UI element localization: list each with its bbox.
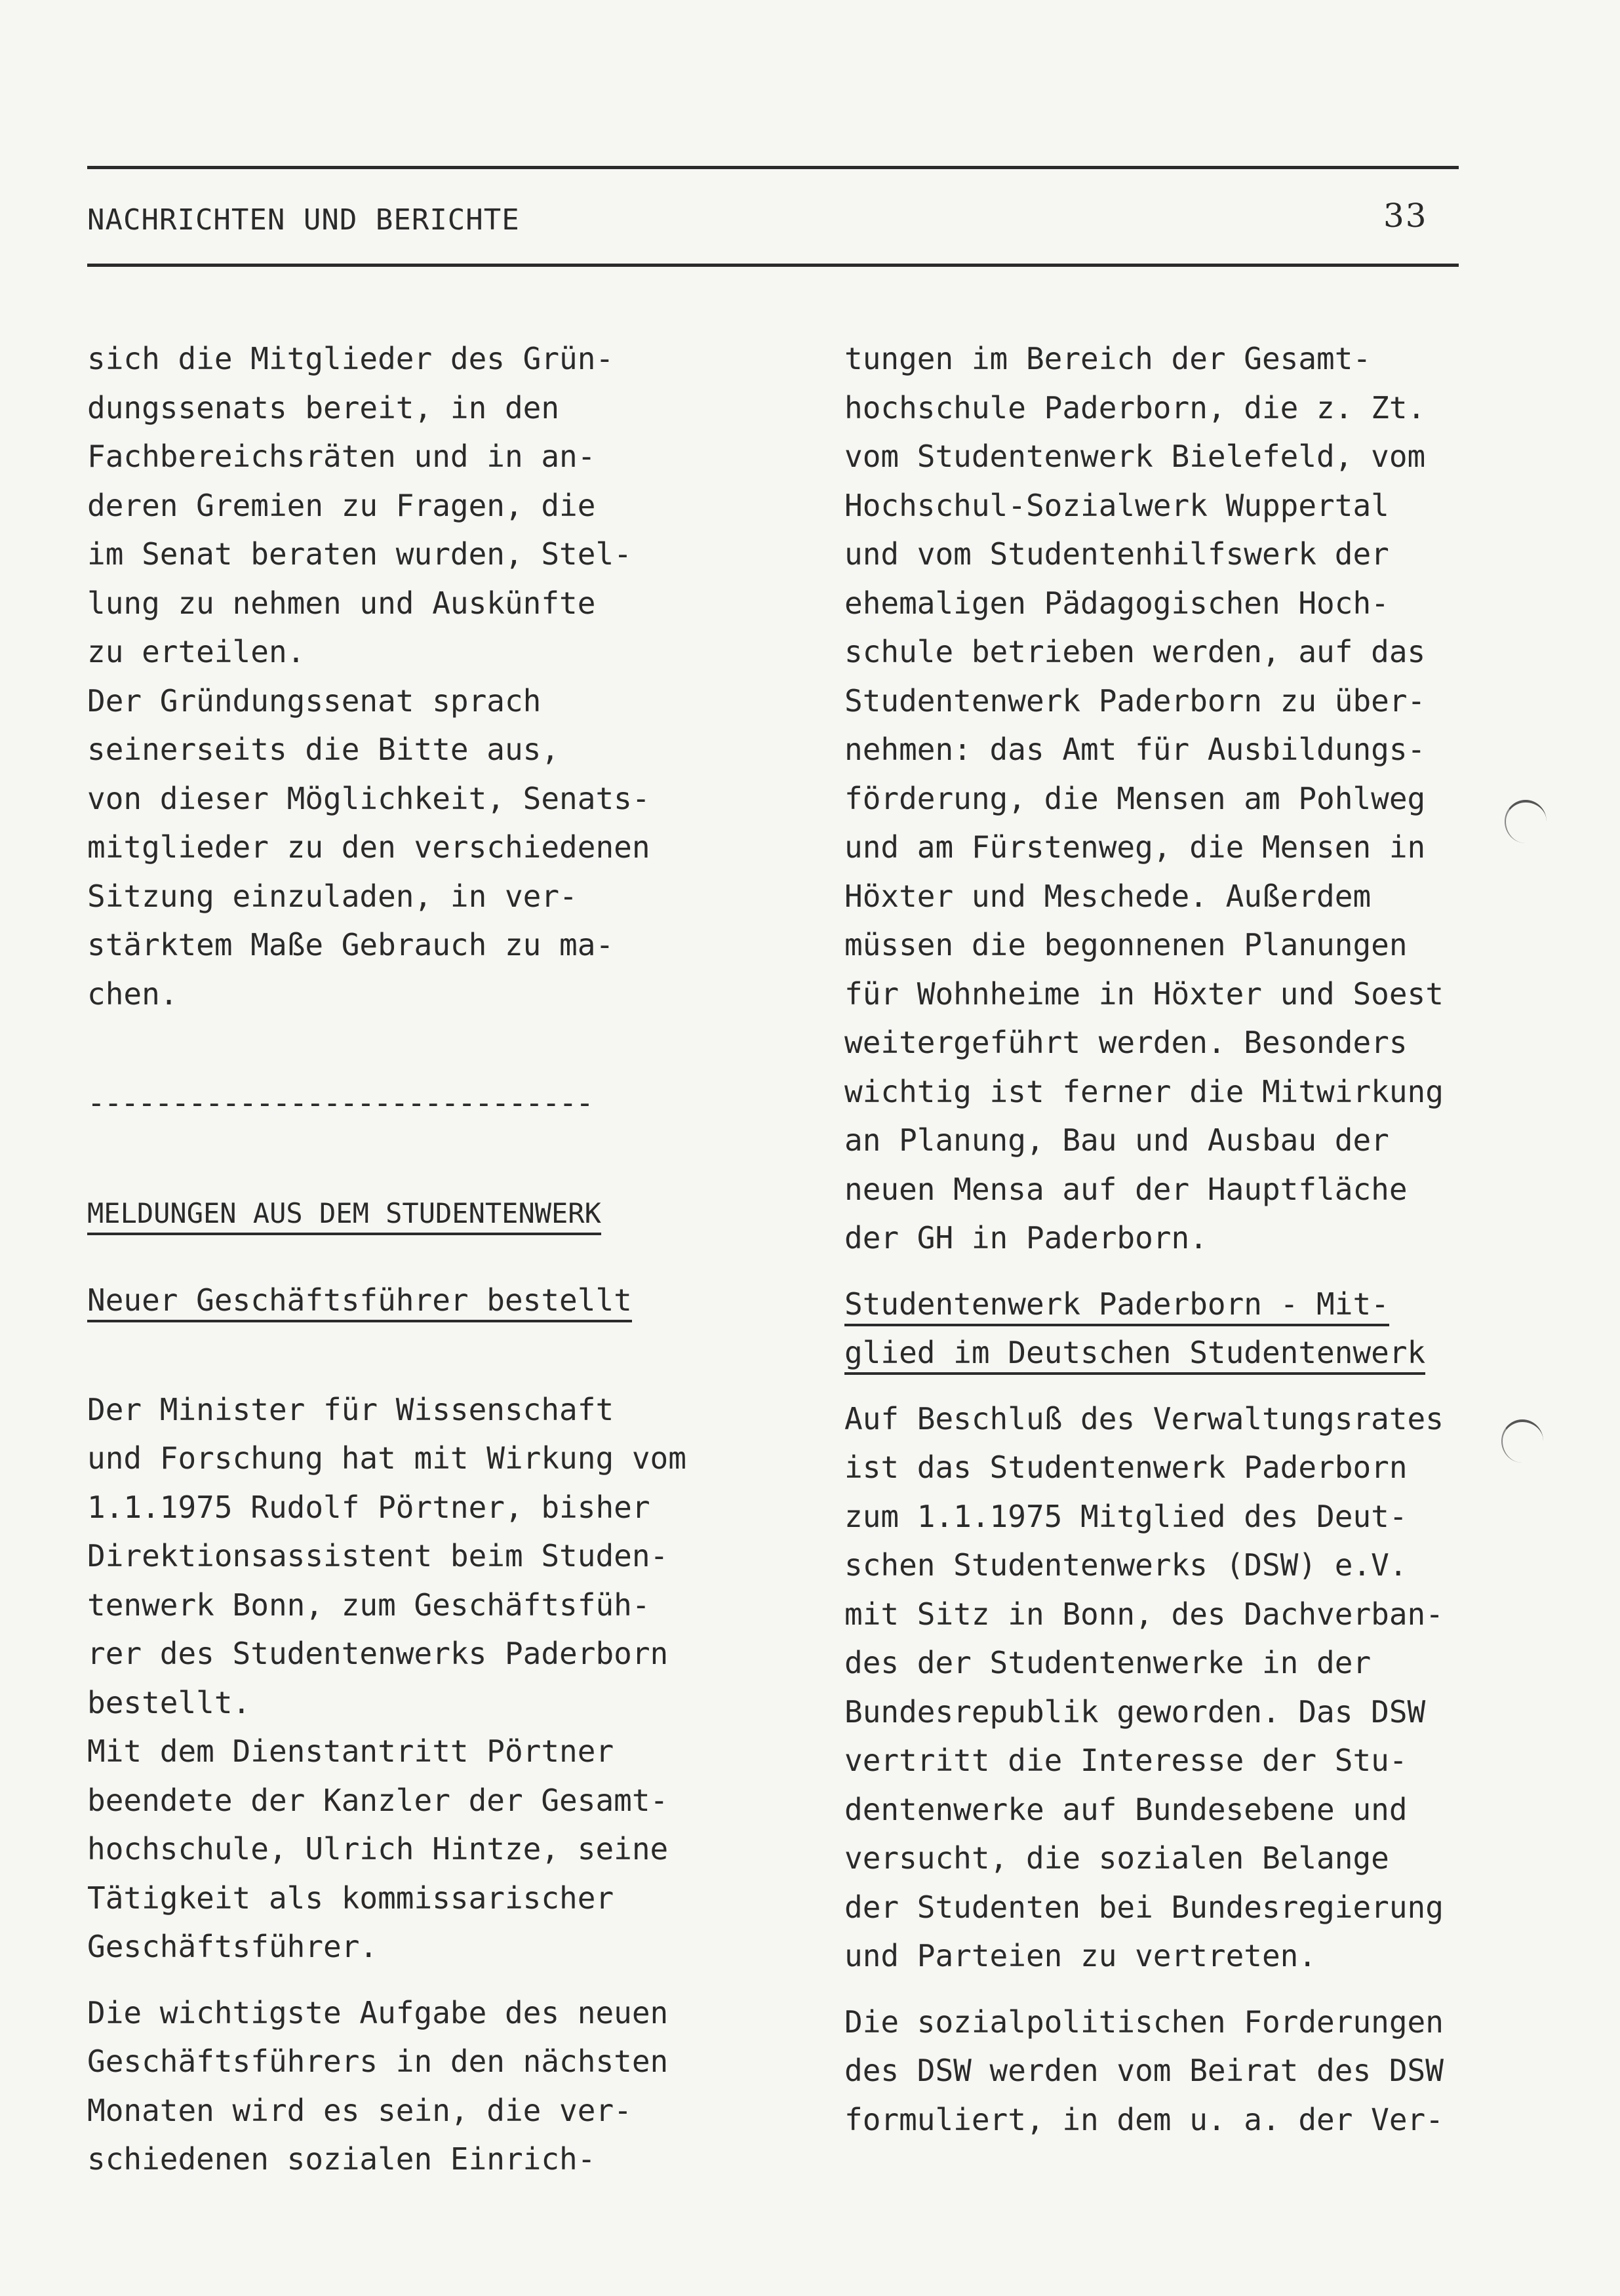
text-line: Direktionsassistent beim Studen- (87, 1538, 669, 1574)
article-paragraph (87, 1385, 749, 1971)
text-line: deren Gremien zu Fragen, die (87, 487, 596, 523)
punch-hole-mark (1501, 1419, 1543, 1463)
running-header-title: NACHRICHTEN UND BERICHTE (87, 203, 520, 237)
article-heading-line: glied im Deutschen Studentenwerk (844, 1333, 1425, 1375)
article-heading (844, 1280, 1507, 1377)
intro-paragraph (87, 334, 749, 1018)
text-line: chen. (87, 976, 178, 1012)
text-line: und Parteien zu vertreten. (844, 1938, 1317, 1973)
punch-hole-mark (1505, 800, 1547, 843)
text-line: dentenwerke auf Bundesebene und (844, 1791, 1408, 1827)
text-line: formuliert, in dem u. a. der Ver- (844, 2101, 1444, 2137)
text-line: Sitzung einzuladen, in ver- (87, 878, 578, 914)
article-heading-line: Studentenwerk Paderborn - Mit- (844, 1284, 1389, 1326)
text-line: Tätigkeit als kommissarischer (87, 1880, 614, 1916)
text-line: seinerseits die Bitte aus, (87, 732, 560, 767)
text-line: tenwerk Bonn, zum Geschäftsfüh- (87, 1587, 650, 1623)
section-heading: MELDUNGEN AUS DEM STUDENTENWERK (87, 1195, 601, 1235)
text-line: Monaten wird es sein, die ver- (87, 2092, 632, 2128)
text-line: hochschule Paderborn, die z. Zt. (844, 389, 1426, 426)
text-line: an Planung, Bau und Ausbau der (844, 1122, 1389, 1158)
text-line: wichtig ist ferner die Mitwirkung (844, 1073, 1444, 1109)
text-line: beendete der Kanzler der Gesamt- (87, 1782, 669, 1818)
article-paragraph (844, 1395, 1507, 1981)
text-line: Studentenwerk Paderborn zu über- (844, 683, 1426, 719)
text-line: und Forschung hat mit Wirkung vom (87, 1440, 686, 1476)
text-line: neuen Mensa auf der Hauptfläche (844, 1171, 1408, 1207)
text-line: zu erteilen. (87, 634, 306, 669)
text-line: des DSW werden vom Beirat des DSW (844, 2053, 1444, 2088)
text-line: rer des Studentenwerks Paderborn (87, 1636, 669, 1671)
text-line: sich die Mitglieder des Grün- (87, 341, 614, 376)
text-line: vertritt die Interesse der Stu- (844, 1743, 1408, 1778)
text-line: von dieser Möglichkeit, Senats- (87, 780, 650, 816)
header-top-rule (87, 166, 1459, 169)
text-line: schule betrieben werden, auf das (844, 634, 1426, 669)
text-line: Auf Beschluß des Verwaltungsrates (844, 1400, 1444, 1436)
text-line: des der Studentenwerke in der (844, 1645, 1372, 1680)
article-heading: Neuer Geschäftsführer bestellt (87, 1280, 632, 1322)
text-line: mit Sitz in Bonn, des Dachverban- (844, 1596, 1444, 1632)
text-line: dungssenats bereit, in den (87, 389, 560, 426)
text-line: 1.1.1975 Rudolf Pörtner, bisher (87, 1489, 650, 1525)
text-line: Fachbereichsräten und in an- (87, 439, 596, 474)
text-line: Die sozialpolitischen Forderungen (844, 2004, 1444, 2040)
text-line: Der Minister für Wissenschaft (87, 1391, 614, 1427)
text-line: der Studenten bei Bundesregierung (844, 1889, 1444, 1925)
text-line: Geschäftsführers in den nächsten (87, 2044, 669, 2079)
right-column (844, 334, 1507, 2144)
text-line: Geschäftsführer. (87, 1929, 378, 1964)
text-line: im Senat beraten wurden, Stel- (87, 536, 632, 572)
text-line: versucht, die sozialen Belange (844, 1840, 1389, 1876)
article-paragraph (844, 1998, 1507, 2145)
text-line: der GH in Paderborn. (844, 1220, 1208, 1256)
text-line: mitglieder zu den verschiedenen (87, 829, 650, 865)
page-number: 33 (1383, 197, 1428, 235)
text-line: ist das Studentenwerk Paderborn (844, 1450, 1408, 1485)
text-line: für Wohnheime in Höxter und Soest (844, 976, 1444, 1012)
text-line: nehmen: das Amt für Ausbildungs- (844, 732, 1426, 767)
text-line: müssen die begonnenen Planungen (844, 927, 1408, 962)
text-line: schiedenen sozialen Einrich- (87, 2141, 596, 2177)
text-line: Bundesrepublik geworden. Das DSW (844, 1693, 1426, 1730)
text-line: Der Gründungssenat sprach (87, 683, 542, 719)
text-line: Höxter und Meschede. Außerdem (844, 878, 1372, 914)
left-column (87, 334, 749, 2184)
text-line: Hochschul-Sozialwerk Wuppertal (844, 487, 1389, 523)
text-line: Mit dem Dienstantritt Pörtner (87, 1733, 614, 1769)
text-line: hochschule, Ulrich Hintze, seine (87, 1831, 669, 1867)
text-line: und am Fürstenweg, die Mensen in (844, 829, 1426, 865)
text-line: stärktem Maße Gebrauch zu ma- (87, 927, 614, 962)
text-line: lung zu nehmen und Auskünfte (87, 585, 596, 621)
text-line: und vom Studentenhilfswerk der (844, 536, 1389, 572)
section-separator: ------------------------------ (87, 1085, 593, 1120)
text-line: weitergeführt werden. Besonders (844, 1025, 1408, 1060)
text-line: vom Studentenwerk Bielefeld, vom (844, 439, 1426, 474)
text-line: tungen im Bereich der Gesamt- (844, 341, 1372, 376)
text-line: schen Studentenwerks (DSW) e.V. (844, 1547, 1408, 1583)
text-line: ehemaligen Pädagogischen Hoch- (844, 585, 1389, 621)
article-paragraph (87, 1989, 749, 2184)
text-line: bestellt. (87, 1684, 251, 1720)
article-paragraph (844, 334, 1507, 1263)
text-line: Die wichtigste Aufgabe des neuen (87, 1994, 669, 2030)
text-line: zum 1.1.1975 Mitglied des Deut- (844, 1498, 1408, 1534)
header-bottom-rule (87, 264, 1459, 267)
text-line: förderung, die Mensen am Pohlweg (844, 780, 1426, 816)
